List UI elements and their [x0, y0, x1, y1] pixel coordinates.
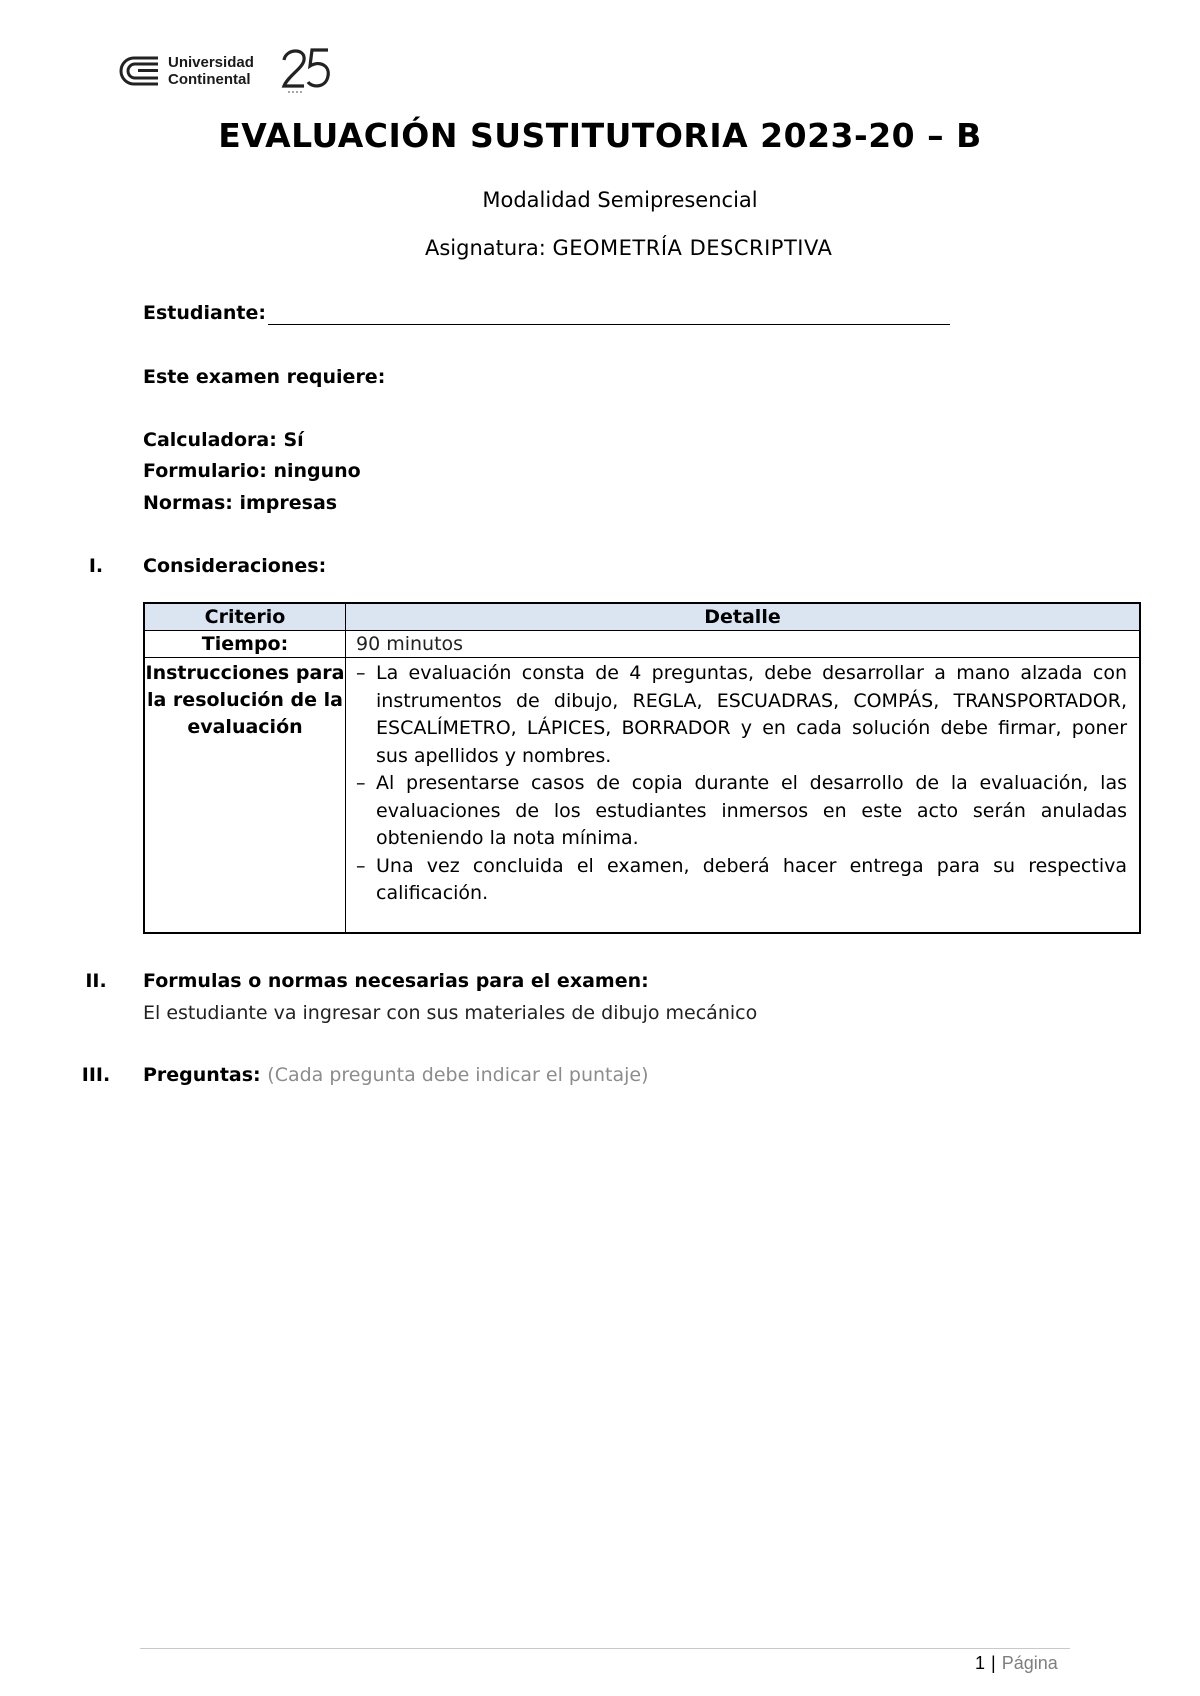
- page-title: EVALUACIÓN SUSTITUTORIA 2023-20 – B: [218, 116, 982, 155]
- logo-line1: Universidad: [168, 54, 254, 71]
- questions-label: Preguntas:: [143, 1064, 261, 1086]
- section-number: I.: [88, 555, 104, 577]
- bullet-dash: –: [356, 772, 366, 794]
- section-title-formulas: Formulas o normas necesarias para el examen:: [143, 970, 649, 992]
- questions-note: (Cada pregunta debe indicar el puntaje): [267, 1064, 649, 1086]
- instruction-text: Una vez concluida el examen, deberá hacer entrega para su respectiva calificación.: [376, 854, 1127, 904]
- table-header-criterio: Criterio: [144, 603, 346, 631]
- footer-separator: |: [991, 1653, 996, 1673]
- requirement-norms: Normas: impresas: [143, 492, 338, 514]
- instruction-text: Al presentarse casos de copia durante el desarrollo de la evaluación, las evaluaciones de los estudiantes inmersos en este acto serán anuladas obteniendo la nota mínima.: [376, 772, 1127, 849]
- table-row: [144, 658, 1140, 933]
- list-item: [356, 853, 1127, 908]
- formulas-text: El estudiante va ingresar con sus materiales de dibujo mecánico: [143, 1002, 758, 1024]
- requirements-heading: Este examen requiere:: [143, 366, 386, 388]
- page-number: 1: [975, 1653, 986, 1673]
- university-logo: [118, 46, 254, 96]
- anniversary-25-icon: [280, 46, 332, 96]
- bullet-dash: –: [356, 662, 366, 684]
- requirement-formulary: Formulario: ninguno: [143, 460, 361, 482]
- section-number: III.: [81, 1064, 111, 1086]
- requirement-calculator: Calculadora: Sí: [143, 429, 304, 451]
- footer-divider: [140, 1648, 1070, 1649]
- university-name: [168, 54, 254, 88]
- university-logo-icon: [118, 54, 160, 88]
- table-row: [144, 631, 1140, 658]
- time-value: 90 minutos: [346, 631, 1141, 658]
- page-label: Página: [1001, 1653, 1058, 1673]
- table-header-row: [144, 603, 1140, 631]
- bullet-dash: –: [356, 854, 366, 877]
- time-label: Tiempo:: [144, 631, 346, 658]
- student-name-field[interactable]: [268, 324, 950, 325]
- list-item: [356, 770, 1127, 853]
- section-title-questions: [143, 1064, 649, 1086]
- subject-label: Asignatura:: [425, 236, 546, 260]
- instruction-text: La evaluación consta de 4 preguntas, debe desarrollar a mano alzada con instrumentos de dibujo, REGLA, ESCUADRAS, COMPÁS, TRANSPORTADOR, ESCALÍMETRO, LÁPICES, BORRADOR y en cada solución debe firmar, poner sus apellidos y nombres.: [376, 662, 1127, 767]
- modality: Modalidad Semipresencial: [482, 188, 758, 212]
- page-footer: [975, 1653, 1058, 1674]
- logo-line2: Continental: [168, 71, 251, 88]
- list-item: [356, 660, 1127, 770]
- subject-name: GEOMETRÍA DESCRIPTIVA: [552, 236, 833, 260]
- section-number: II.: [85, 970, 107, 992]
- criteria-table: [143, 602, 1141, 934]
- instructions-list: [346, 658, 1141, 933]
- subject-line: [425, 236, 832, 260]
- section-title-considerations: Consideraciones:: [143, 555, 327, 577]
- instructions-label: Instrucciones para la resolución de la evaluación: [144, 658, 346, 933]
- student-label: Estudiante:: [143, 302, 266, 324]
- table-header-detalle: Detalle: [346, 603, 1141, 631]
